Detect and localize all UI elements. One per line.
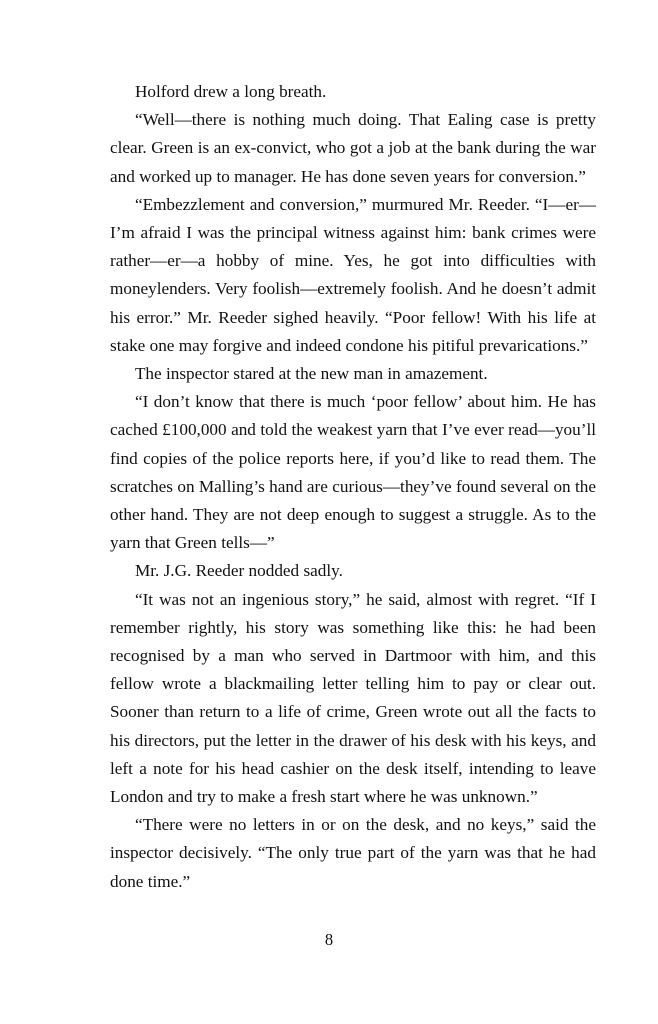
paragraph: “There were no letters in or on the desk, and no keys,” said the inspector decisively. “The only true part of the yarn was that he had done time.” bbox=[110, 815, 596, 891]
paragraph: “Well—there is nothing much doing. That Ealing case is pretty clear. Green is an ex-convict, who got a job at the bank during the war and worked up to manager. He has done seven years for conversion.” bbox=[110, 110, 596, 186]
paragraph: Holford drew a long breath. bbox=[134, 82, 327, 101]
page-body bbox=[110, 78, 596, 896]
paragraph: The inspector stared at the new man in amazement. bbox=[134, 364, 488, 384]
paragraph: Mr. J.G. Reeder nodded sadly. bbox=[134, 561, 343, 581]
paragraph: “Embezzlement and conversion,” murmured Mr. Reeder. “I—er—I’m afraid I was the principal witness against him: bank crimes were rather—er—a hobby of mine. Yes, he got into difficulties with moneylenders. Very foolish—extremely foolish. And he doesn’t admit his error.” Mr. Reeder sighed heavily. “Poor fellow! With his life at stake one may forgive and indeed condone his pitiful prevarications.” bbox=[110, 194, 596, 355]
page-number: 8 bbox=[324, 930, 334, 949]
paragraph: “It was not an ingenious story,” he said, almost with regret. “If I remember rightly, his story was something like this: he had been recognised by a man who served in Dartmoor with him, and this fellow wrote a blackmailing letter telling him to pay or clear out. Sooner than return to a life of crime, Green wrote out all the facts to his directors, put the letter in the drawer of his desk with his keys, and left a note for his head cashier on the desk itself, intending to leave London and try to make a fresh start where he was unknown.” bbox=[110, 589, 596, 807]
paragraph: “I don’t know that there is much ‘poor fellow’ about him. He has cached £100,000 and told the weakest yarn that I’ve ever read—you’ll find copies of the police reports here, if you’d like to read them. The scratches on Malling’s hand are curious—they’ve found several on the other hand. They are not deep enough to suggest a struggle. As to the yarn that Green tells—” bbox=[110, 392, 596, 553]
